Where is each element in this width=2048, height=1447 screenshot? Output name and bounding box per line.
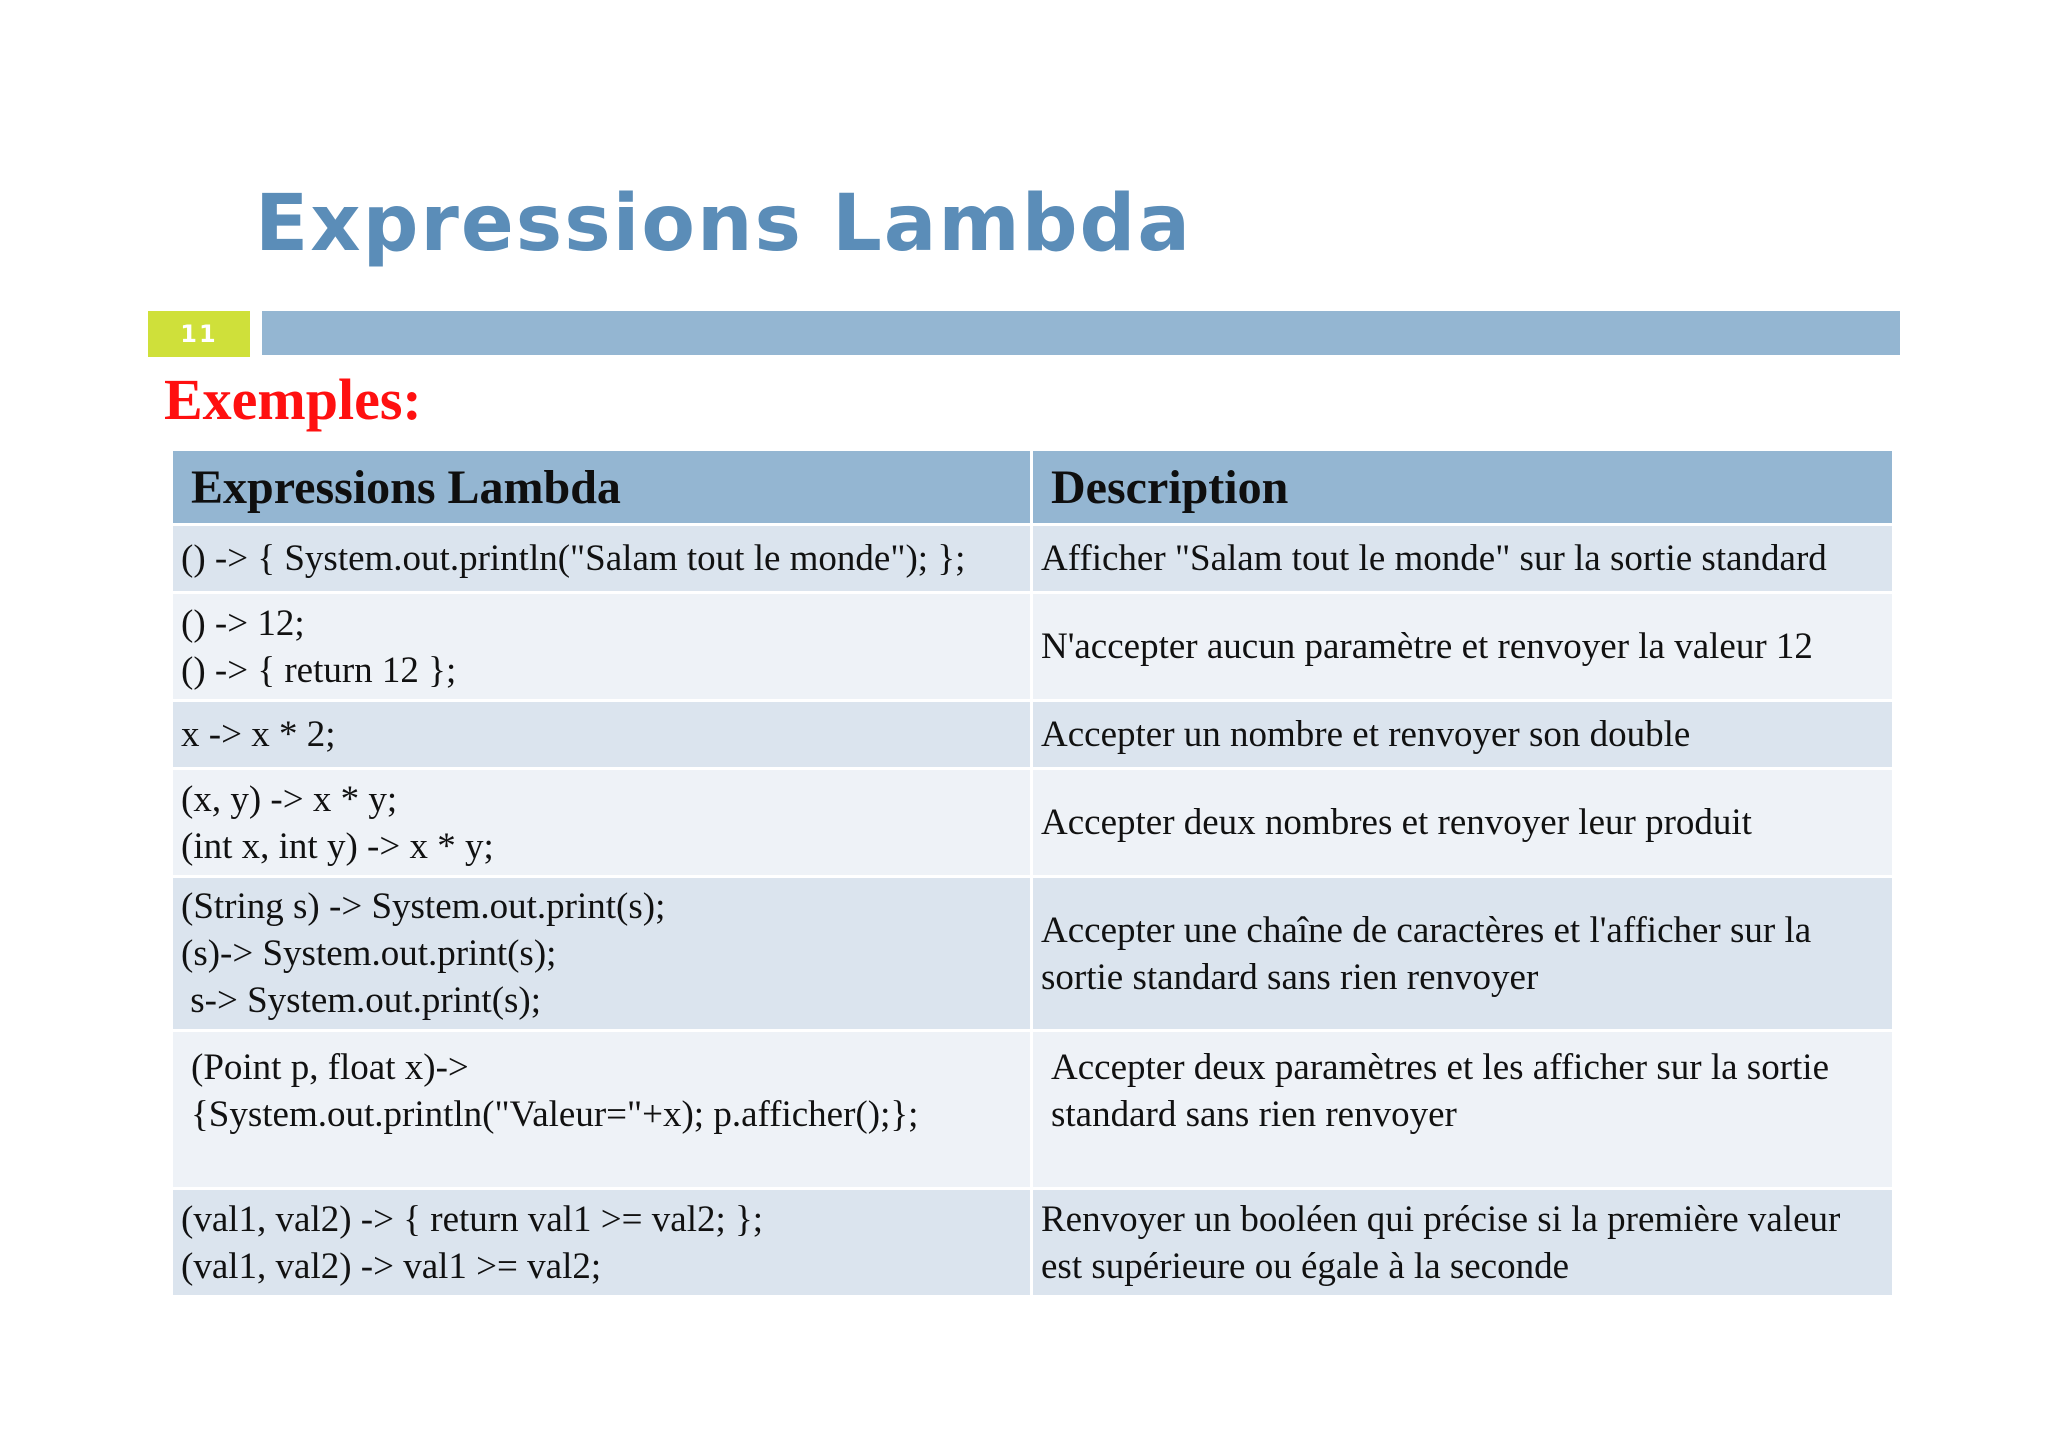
expression-cell bbox=[172, 1031, 1032, 1189]
expression-line: () -> 12; bbox=[181, 602, 305, 644]
table-row bbox=[172, 1189, 1894, 1297]
description-cell: Accepter deux nombres et renvoyer leur produit bbox=[1032, 769, 1894, 877]
page-number-badge: 11 bbox=[148, 311, 250, 357]
table-row bbox=[172, 769, 1894, 877]
table-row bbox=[172, 701, 1894, 769]
description-cell: Renvoyer un booléen qui précise si la première valeur est supérieure ou égale à la seconde bbox=[1032, 1189, 1894, 1297]
expression-cell bbox=[172, 877, 1032, 1031]
description-cell: Accepter un nombre et renvoyer son double bbox=[1032, 701, 1894, 769]
expression-line: s-> System.out.print(s); bbox=[181, 980, 542, 1021]
lambda-examples-table bbox=[170, 448, 1895, 1298]
table-header-row bbox=[172, 450, 1894, 525]
expression-line: (val1, val2) -> { return val1 >= val2; }; bbox=[181, 1198, 764, 1240]
expression-line: (int x, int y) -> x * y; bbox=[181, 825, 494, 867]
description-cell: N'accepter aucun paramètre et renvoyer la valeur 12 bbox=[1032, 593, 1894, 701]
header-description: Description bbox=[1032, 450, 1894, 525]
expression-line: (Point p, float x)-> bbox=[191, 1047, 469, 1088]
table-row bbox=[172, 877, 1894, 1031]
table-row bbox=[172, 525, 1894, 593]
expression-cell bbox=[172, 701, 1032, 769]
examples-heading: Exemples: bbox=[164, 367, 422, 432]
slide-title: Expressions Lambda bbox=[255, 179, 1192, 269]
expression-line: (x, y) -> x * y; bbox=[181, 778, 398, 820]
table-row bbox=[172, 1031, 1894, 1189]
expression-line: () -> { System.out.println("Salam tout le monde"); }; bbox=[181, 538, 966, 579]
expression-line: () -> { return 12 }; bbox=[181, 649, 457, 691]
description-cell: Accepter deux paramètres et les afficher sur la sortie standard sans rien renvoyer bbox=[1032, 1031, 1894, 1189]
expression-line: (s)-> System.out.print(s); bbox=[181, 933, 557, 974]
table-row bbox=[172, 593, 1894, 701]
expression-cell bbox=[172, 1189, 1032, 1297]
description-cell: Afficher "Salam tout le monde" sur la sortie standard bbox=[1032, 525, 1894, 593]
expression-line: x -> x * 2; bbox=[181, 714, 336, 755]
expression-cell bbox=[172, 593, 1032, 701]
description-cell: Accepter une chaîne de caractères et l'afficher sur la sortie standard sans rien renvoyer bbox=[1032, 877, 1894, 1031]
expression-cell bbox=[172, 769, 1032, 877]
title-underline-bar bbox=[262, 311, 1900, 355]
expression-cell bbox=[172, 525, 1032, 593]
expression-line: (val1, val2) -> val1 >= val2; bbox=[181, 1245, 602, 1287]
expression-line: {System.out.println("Valeur="+x); p.afficher();}; bbox=[191, 1094, 919, 1135]
expression-line: (String s) -> System.out.print(s); bbox=[181, 886, 666, 927]
header-expressions: Expressions Lambda bbox=[172, 450, 1032, 525]
